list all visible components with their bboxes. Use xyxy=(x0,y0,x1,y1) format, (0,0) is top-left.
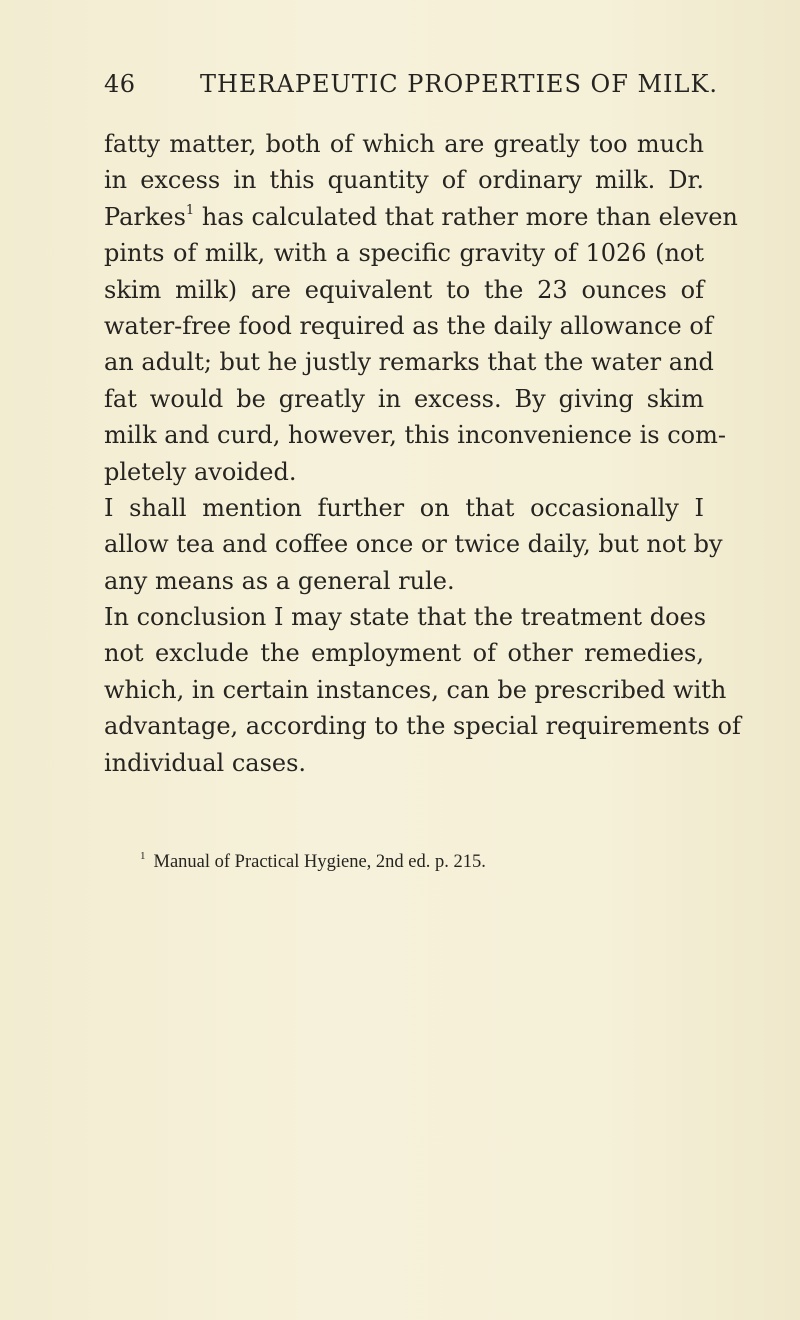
text-line-3-rest: has calculated that rather more than eleven xyxy=(201,202,738,231)
footnote xyxy=(140,852,486,873)
text-line-10: pletely avoided. xyxy=(104,457,297,486)
text-line-11: I shall mention further on that occasionally I xyxy=(104,493,704,522)
text-line-14: In conclusion I may state that the treatment does xyxy=(104,603,707,632)
text-line-16: which, in certain instances, can be prescribed with xyxy=(104,675,727,704)
page-header xyxy=(104,70,719,104)
text-line-9: milk and curd, however, this inconvenience is com- xyxy=(104,421,726,450)
text-line-7: an adult; but he justly remarks that the water and xyxy=(104,348,714,377)
text-line-2: in excess in this quantity of ordinary milk. Dr. xyxy=(104,166,704,195)
text-line-4: pints of milk, with a specific gravity of 1026 (not xyxy=(104,239,704,268)
text-line-18: individual cases. xyxy=(104,748,307,777)
body-text xyxy=(104,126,741,781)
text-line-3 xyxy=(104,199,738,235)
text-line-13: any means as a general rule. xyxy=(104,566,455,595)
text-line-1: fatty matter, both of which are greatly too much xyxy=(104,130,704,158)
footnote-reference: 1 xyxy=(185,202,195,218)
text-line-8: fat would be greatly in excess. By giving skim xyxy=(104,384,704,413)
text-line-5: skim milk) are equivalent to the 23 ounces of xyxy=(104,275,704,304)
text-line-12: allow tea and coffee once or twice daily, but not by xyxy=(104,530,723,559)
running-title: THERAPEUTIC PROPERTIES OF MILK. xyxy=(200,70,719,98)
author-name: Parkes xyxy=(104,202,186,231)
footnote-text: Manual of Practical Hygiene, 2nd ed. p. 215. xyxy=(153,852,486,872)
text-line-17: advantage, according to the special requirements of xyxy=(104,712,741,741)
text-line-6: water-free food required as the daily allowance of xyxy=(104,311,713,340)
footnote-marker: 1 xyxy=(140,850,146,862)
page-number: 46 xyxy=(104,70,136,98)
text-line-15: not exclude the employment of other remedies, xyxy=(104,639,704,668)
